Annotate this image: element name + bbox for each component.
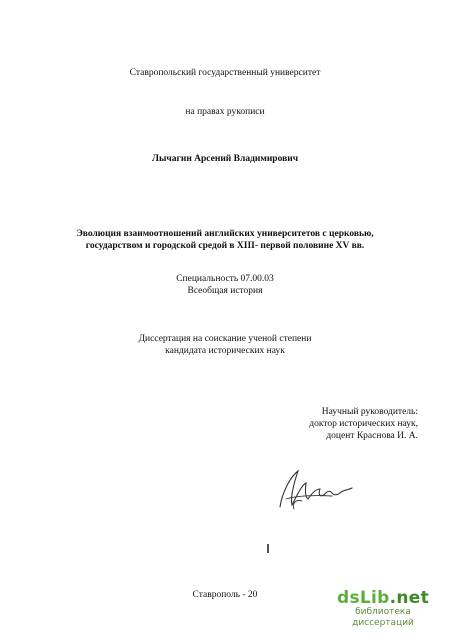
degree-line-2: кандидата исторических наук — [165, 346, 285, 356]
thesis-title-line-1: Эволюция взаимоотношений английских университетов с церковью, — [76, 229, 374, 239]
supervisor-name: доцент Краснова И. А. — [326, 431, 418, 441]
author-name: Лычагин Арсений Владимирович — [151, 154, 299, 164]
handwritten-signature — [272, 463, 360, 513]
watermark-brand-main: dsLib — [336, 588, 390, 608]
page-mark — [267, 544, 269, 553]
dslib-watermark-logo — [328, 589, 438, 629]
supervisor-label: Научный руководитель: — [321, 407, 418, 417]
specialty-name: Всеобщая история — [187, 286, 263, 296]
specialty-code: Специальность 07.00.03 — [176, 274, 274, 284]
watermark-tagline: библиотека диссертаций — [352, 607, 414, 628]
supervisor-degree: доктор исторических наук, — [309, 419, 418, 429]
university-name: Ставропольский государственный университет — [129, 68, 321, 78]
watermark-brand-tld: .net — [389, 588, 430, 608]
watermark-brand — [328, 589, 438, 607]
footer-city-year: Ставрополь - 20 — [192, 590, 258, 600]
thesis-title-line-2: государством и городской средой в XIII- первой половине XV вв. — [85, 241, 365, 251]
manuscript-note: на правах рукописи — [185, 107, 265, 117]
degree-line-1: Диссертация на соискание ученой степени — [138, 334, 312, 344]
